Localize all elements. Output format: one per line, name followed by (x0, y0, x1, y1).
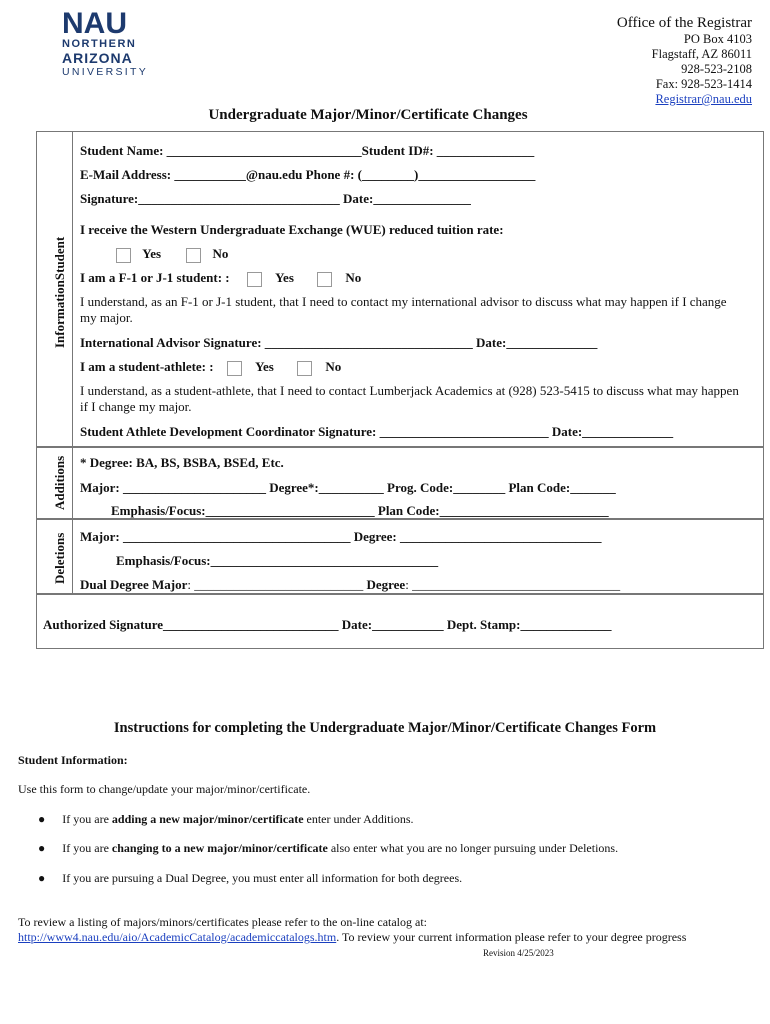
instructions-subhead: Student Information: (18, 753, 128, 767)
wue-options (116, 246, 228, 263)
authorized-signature-field[interactable]: Authorized Signature___________________________ Date:___________ Dept. Stamp:______________ (43, 617, 612, 632)
instruction-bullet-2: ● If you are changing to a new major/minor/certificate also enter what you are no longer pursuing under Deletions. (38, 841, 619, 855)
wue-yes-checkbox[interactable] (116, 248, 131, 263)
f1-no-checkbox[interactable] (317, 272, 332, 287)
wue-yes-label: Yes (142, 246, 162, 261)
office-title: Office of the Registrar (616, 15, 752, 31)
revision-date: Revision 4/25/2023 (483, 948, 554, 958)
office-contact (617, 14, 752, 107)
deletions-emphasis-field[interactable]: Emphasis/Focus:___________________________________ (116, 553, 439, 568)
dual-degree-degree-label: Degree (366, 577, 406, 592)
additions-section-label: Additions (52, 455, 67, 510)
nau-logo (62, 7, 162, 79)
athlete-no-label: No (325, 359, 342, 374)
logo-line-northern: NORTHERN (62, 38, 137, 50)
student-signature-field[interactable]: Signature:_______________________________ Date:_______________ (80, 191, 471, 206)
catalog-text: To review a listing of majors/minors/certificates please refer to the on-line catalog at: (18, 915, 428, 929)
bullet-icon: ● (38, 841, 46, 855)
form-title: Undergraduate Major/Minor/Certificate Changes (208, 107, 528, 123)
catalog-link-row: http://www4.nau.edu/aio/AcademicCatalog/academiccatalogs.htm. To review your current information please refer to your degree progress (18, 930, 687, 944)
dual-degree-blank: : __________________________ (187, 577, 367, 592)
athlete-yes-checkbox[interactable] (227, 361, 242, 376)
bullet-icon: ● (38, 871, 46, 885)
f1-row (80, 270, 361, 287)
office-address: PO Box 4103 (683, 32, 752, 46)
athlete-statement: I understand, as a student-athlete, that I need to contact Lumberjack Academics at (928) 523-5415 to discuss what may happen if I change my major. (80, 383, 739, 414)
f1-yes-checkbox[interactable] (247, 272, 262, 287)
instructions-intro: Use this form to change/update your major/minor/certificate. (18, 782, 311, 796)
athlete-question: I am a student-athlete: : (80, 359, 214, 374)
athlete-no-checkbox[interactable] (297, 361, 312, 376)
logo-line-arizona: ARIZONA (62, 50, 133, 66)
catalog-link[interactable]: http://www4.nau.edu/aio/AcademicCatalog/academiccatalogs.htm (18, 930, 337, 944)
student-section-label: InformationStudent (52, 236, 67, 348)
f1-no-label: No (345, 270, 362, 285)
dual-degree-label: Dual Degree Major (80, 577, 188, 592)
additions-major-field[interactable]: Major: ______________________ Degree*:__________ Prog. Code:________ Plan Code:_______ (80, 480, 616, 495)
additions-emphasis-field[interactable]: Emphasis/Focus:__________________________ Plan Code:__________________________ (111, 503, 609, 518)
bullet-icon: ● (38, 812, 46, 826)
office-phone: 928-523-2108 (681, 62, 752, 76)
instructions-title: Instructions for completing the Undergraduate Major/Minor/Certificate Changes Form (113, 720, 657, 736)
wue-no-checkbox[interactable] (186, 248, 201, 263)
logo-line-university: UNIVERSITY (62, 66, 149, 78)
deletions-section-label: Deletions (52, 532, 67, 584)
intl-advisor-signature-field[interactable]: International Advisor Signature: ________________________________ Date:______________ (80, 335, 598, 350)
logo-wordmark: NAU (62, 7, 127, 40)
office-email-link[interactable]: Registrar@nau.edu (655, 92, 752, 106)
instruction-bullet-3: ● If you are pursuing a Dual Degree, you must enter all information for both degrees. (38, 871, 463, 885)
office-fax: Fax: 928-523-1414 (655, 77, 752, 91)
student-name-field[interactable]: Student Name: ______________________________Student ID#: _______________ (80, 143, 535, 158)
dual-degree-degree-blank: : ________________________________ (405, 577, 621, 592)
instruction-bullet-1: ● If you are adding a new major/minor/certificate enter under Additions. (38, 812, 414, 826)
deletions-major-field[interactable]: Major: ___________________________________ Degree: _______________________________ (80, 529, 602, 544)
degree-note: * Degree: BA, BS, BSBA, BSEd, Etc. (80, 455, 284, 470)
f1-statement: I understand, as an F-1 or J-1 student, that I need to contact my international advisor to discuss what may happen if I change my major. (80, 294, 727, 325)
wue-no-label: No (212, 246, 229, 261)
office-city: Flagstaff, AZ 86011 (651, 47, 752, 61)
email-phone-field[interactable]: E-Mail Address: ___________@nau.edu Phone #: (________)__________________ (80, 167, 536, 182)
wue-question: I receive the Western Undergraduate Exchange (WUE) reduced tuition rate: (80, 222, 504, 237)
dual-degree-row[interactable] (80, 577, 620, 593)
f1-yes-label: Yes (275, 270, 294, 285)
athlete-yes-label: Yes (255, 359, 274, 374)
athlete-row (80, 359, 341, 376)
coordinator-signature-field[interactable]: Student Athlete Development Coordinator Signature: __________________________ Date:______________ (80, 424, 674, 439)
f1-question: I am a F-1 or J-1 student: : (80, 270, 230, 285)
